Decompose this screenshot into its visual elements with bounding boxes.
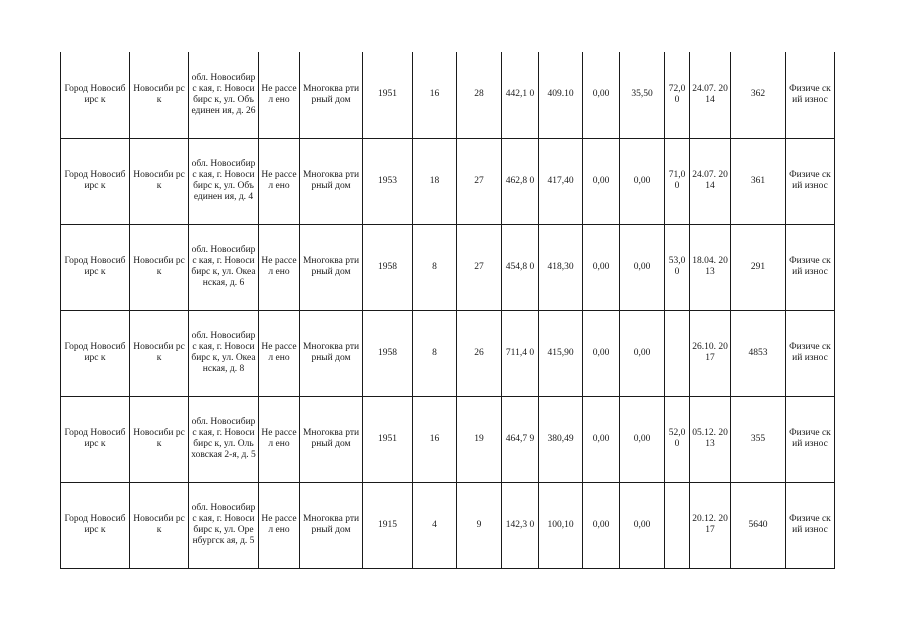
cell-c2: 0,00 [620, 138, 665, 224]
cell-living-area: 380,49 [539, 396, 583, 482]
cell-date: 20.12. 2017 [690, 482, 731, 568]
cell-address: обл. Новосибирс кая, г. Новосибирс к, ул. Объединен ия, д. 4 [189, 138, 259, 224]
cell-residents: 27 [457, 138, 502, 224]
cell-reason: Физиче ский износ [786, 310, 835, 396]
cell-date: 24.07. 2014 [690, 52, 731, 138]
cell-residents: 19 [457, 396, 502, 482]
cell-living-area: 417,40 [539, 138, 583, 224]
cell-date: 05.12. 2013 [690, 396, 731, 482]
cell-city: Город Новосибирс к [61, 224, 130, 310]
cell-year: 1958 [363, 310, 413, 396]
cell-city: Город Новосибирс к [61, 138, 130, 224]
cell-reason: Физиче ский износ [786, 224, 835, 310]
cell-year: 1951 [363, 52, 413, 138]
cell-status: Не рассел ено [259, 224, 300, 310]
document-page [60, 52, 835, 569]
cell-city: Город Новосибирс к [61, 52, 130, 138]
cell-c1: 0,00 [583, 396, 620, 482]
cell-living-area: 418,30 [539, 224, 583, 310]
cell-status: Не рассел ено [259, 310, 300, 396]
cell-city: Город Новосибирс к [61, 482, 130, 568]
cell-total-area: 142,3 0 [502, 482, 539, 568]
cell-c1: 0,00 [583, 224, 620, 310]
emergency-housing-table [60, 52, 835, 569]
cell-district: Новосиби рск [130, 138, 189, 224]
cell-year: 1953 [363, 138, 413, 224]
cell-district: Новосиби рск [130, 310, 189, 396]
table-row [61, 396, 835, 482]
cell-district: Новосиби рск [130, 396, 189, 482]
cell-reason: Физиче ский износ [786, 482, 835, 568]
cell-residents: 26 [457, 310, 502, 396]
cell-type: Многоква ртирный дом [300, 224, 363, 310]
cell-total-area: 442,1 0 [502, 52, 539, 138]
cell-reason: Физиче ский износ [786, 52, 835, 138]
cell-c2: 0,00 [620, 224, 665, 310]
cell-apartments: 18 [413, 138, 457, 224]
table-row [61, 138, 835, 224]
cell-date: 24.07. 2014 [690, 138, 731, 224]
table-row [61, 224, 835, 310]
table-row [61, 52, 835, 138]
cell-type: Многоква ртирный дом [300, 396, 363, 482]
cell-residents: 9 [457, 482, 502, 568]
cell-apartments: 16 [413, 396, 457, 482]
cell-apartments: 8 [413, 224, 457, 310]
cell-c1: 0,00 [583, 138, 620, 224]
cell-c1: 0,00 [583, 482, 620, 568]
cell-doc-no: 5640 [731, 482, 786, 568]
cell-year: 1915 [363, 482, 413, 568]
cell-status: Не рассел ено [259, 396, 300, 482]
cell-living-area: 100,10 [539, 482, 583, 568]
cell-total-area: 454,8 0 [502, 224, 539, 310]
cell-type: Многоква ртирный дом [300, 138, 363, 224]
cell-c2: 0,00 [620, 482, 665, 568]
cell-c1: 0,00 [583, 310, 620, 396]
cell-district: Новосиби рск [130, 224, 189, 310]
table-body [61, 52, 835, 568]
cell-total-area: 462,8 0 [502, 138, 539, 224]
cell-reason: Физиче ский износ [786, 138, 835, 224]
cell-c2: 0,00 [620, 396, 665, 482]
cell-wear [665, 482, 690, 568]
cell-status: Не рассел ено [259, 138, 300, 224]
cell-wear: 71,0 0 [665, 138, 690, 224]
cell-address: обл. Новосибирс кая, г. Новосибирс к, ул. Океанская, д. 8 [189, 310, 259, 396]
table-row [61, 482, 835, 568]
cell-wear: 52,0 0 [665, 396, 690, 482]
cell-apartments: 8 [413, 310, 457, 396]
cell-type: Многоква ртирный дом [300, 310, 363, 396]
cell-status: Не рассел ено [259, 52, 300, 138]
cell-type: Многоква ртирный дом [300, 482, 363, 568]
cell-total-area: 464,7 9 [502, 396, 539, 482]
cell-date: 26.10. 2017 [690, 310, 731, 396]
cell-year: 1951 [363, 396, 413, 482]
cell-total-area: 711,4 0 [502, 310, 539, 396]
cell-c2: 0,00 [620, 310, 665, 396]
cell-year: 1958 [363, 224, 413, 310]
cell-apartments: 4 [413, 482, 457, 568]
cell-type: Многоква ртирный дом [300, 52, 363, 138]
cell-residents: 28 [457, 52, 502, 138]
cell-living-area: 415,90 [539, 310, 583, 396]
cell-doc-no: 362 [731, 52, 786, 138]
cell-address: обл. Новосибирс кая, г. Новосибирс к, ул. Ольховская 2-я, д. 5 [189, 396, 259, 482]
cell-city: Город Новосибирс к [61, 310, 130, 396]
cell-wear: 72,0 0 [665, 52, 690, 138]
cell-wear [665, 310, 690, 396]
cell-district: Новосиби рск [130, 52, 189, 138]
cell-apartments: 16 [413, 52, 457, 138]
cell-address: обл. Новосибирс кая, г. Новосибирс к, ул. Оренбургск ая, д. 5 [189, 482, 259, 568]
table-row [61, 310, 835, 396]
cell-district: Новосиби рск [130, 482, 189, 568]
cell-status: Не рассел ено [259, 482, 300, 568]
cell-doc-no: 361 [731, 138, 786, 224]
cell-date: 18.04. 2013 [690, 224, 731, 310]
cell-doc-no: 4853 [731, 310, 786, 396]
cell-address: обл. Новосибирс кая, г. Новосибирс к, ул. Объединен ия, д. 26 [189, 52, 259, 138]
cell-c2: 35,50 [620, 52, 665, 138]
cell-doc-no: 291 [731, 224, 786, 310]
cell-city: Город Новосибирс к [61, 396, 130, 482]
cell-doc-no: 355 [731, 396, 786, 482]
cell-c1: 0,00 [583, 52, 620, 138]
cell-reason: Физиче ский износ [786, 396, 835, 482]
cell-residents: 27 [457, 224, 502, 310]
cell-living-area: 409.10 [539, 52, 583, 138]
cell-wear: 53,0 0 [665, 224, 690, 310]
cell-address: обл. Новосибирс кая, г. Новосибирс к, ул. Океанская, д. 6 [189, 224, 259, 310]
